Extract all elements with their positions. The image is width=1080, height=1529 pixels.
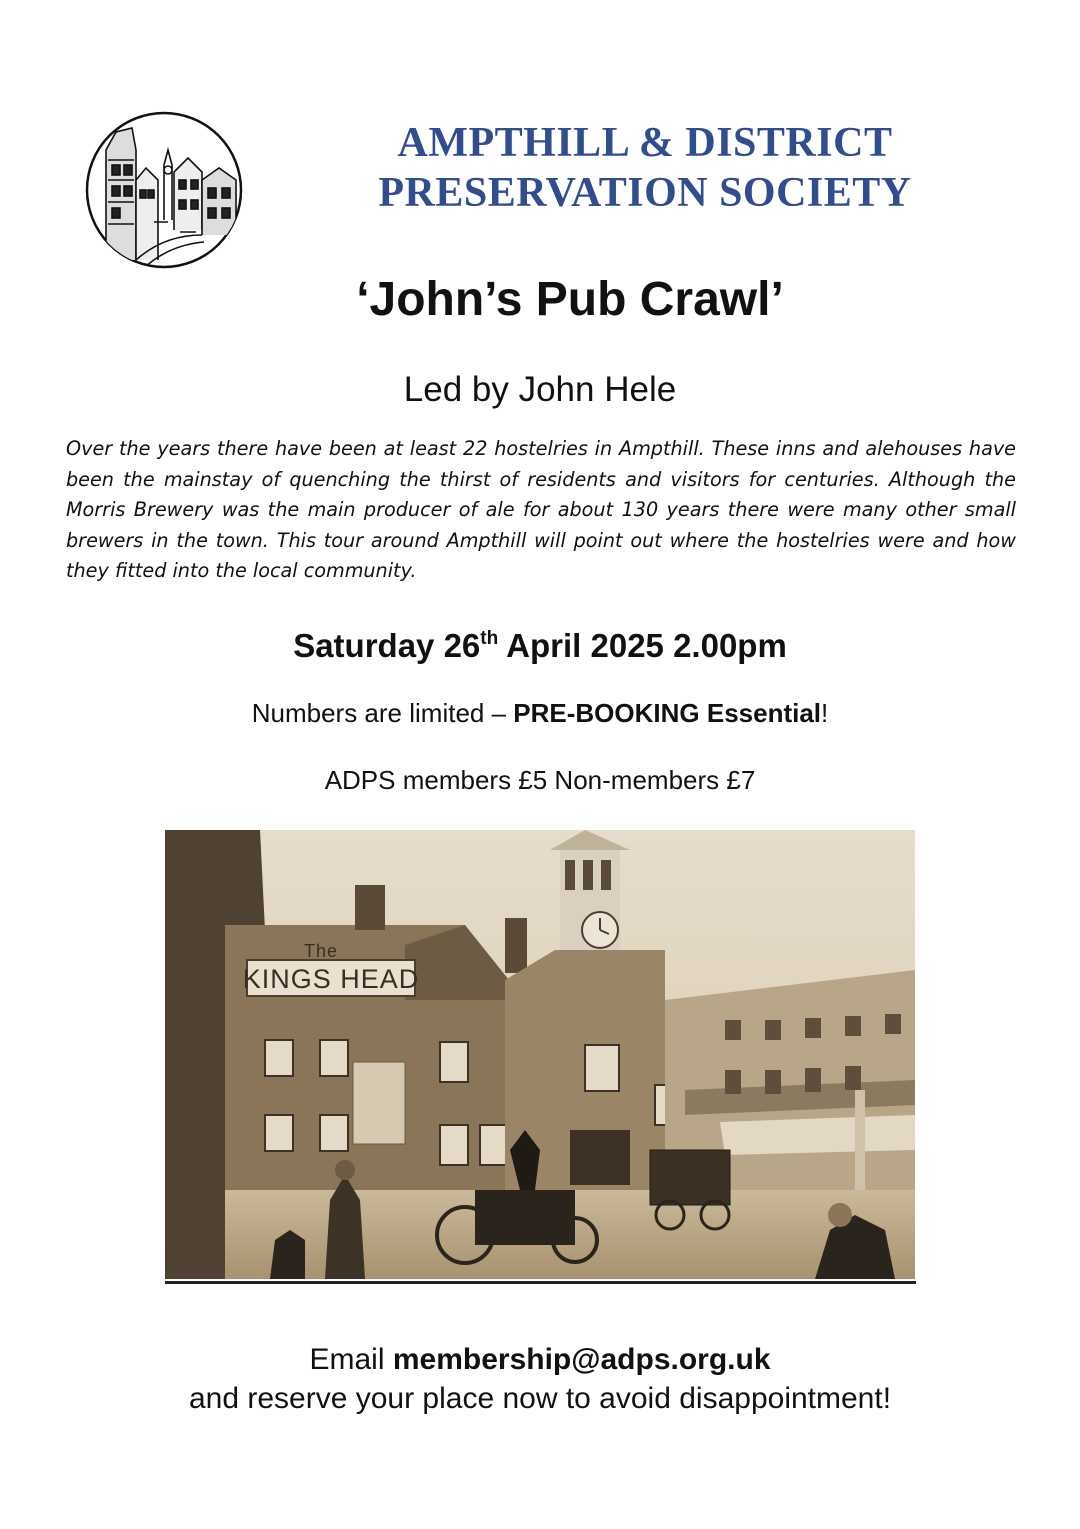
- org-name-line-1: AMPTHILL & DISTRICT: [397, 120, 893, 166]
- org-name-line-2: PRESERVATION SOCIETY: [378, 170, 912, 216]
- reserve-call-to-action: and reserve your place now to avoid disappointment!: [188, 1382, 892, 1415]
- event-title: ‘John’s Pub Crawl’: [356, 273, 784, 326]
- booking-notice: [0, 695, 1080, 731]
- email-address-link[interactable]: membership@adps.org.uk: [392, 1343, 771, 1376]
- contact-email-line: [0, 1340, 1080, 1380]
- event-description: Over the years there have been at least 22 hostelries in Ampthill. These inns and alehouses have been the mainstay of quenching the thirst of residents and visitors for centuries. Although the Morris Brewery was the main producer of ale for about 130 years there were many other small brewers in the town. This tour around Ampthill will point out where the hostelries were and how they fitted into the local community.: [66, 437, 1016, 582]
- limit-end: !: [821, 698, 829, 728]
- street-scene-logo-icon: [84, 110, 244, 270]
- sign-kings-head-text: KINGS HEAD: [242, 964, 420, 994]
- historic-street-photo: [165, 830, 915, 1279]
- event-leader: Led by John Hele: [403, 370, 677, 409]
- email-prefix: Email: [309, 1343, 393, 1376]
- event-date: [0, 624, 1080, 668]
- divider-line: [165, 1281, 916, 1284]
- sign-the-text: The: [303, 941, 339, 961]
- prebooking-emphasis: PRE-BOOKING Essential: [513, 698, 822, 728]
- date-rest: April 2025 2.00pm: [498, 627, 787, 664]
- limit-text: Numbers are limited –: [251, 698, 514, 728]
- date-prefix: Saturday 26: [293, 627, 481, 664]
- society-logo: [84, 110, 244, 270]
- ticket-prices: ADPS members £5 Non-members £7: [324, 765, 756, 795]
- organisation-name: [340, 118, 950, 218]
- kings-head-photo-illustration: [165, 830, 915, 1279]
- date-ordinal: th: [480, 628, 499, 649]
